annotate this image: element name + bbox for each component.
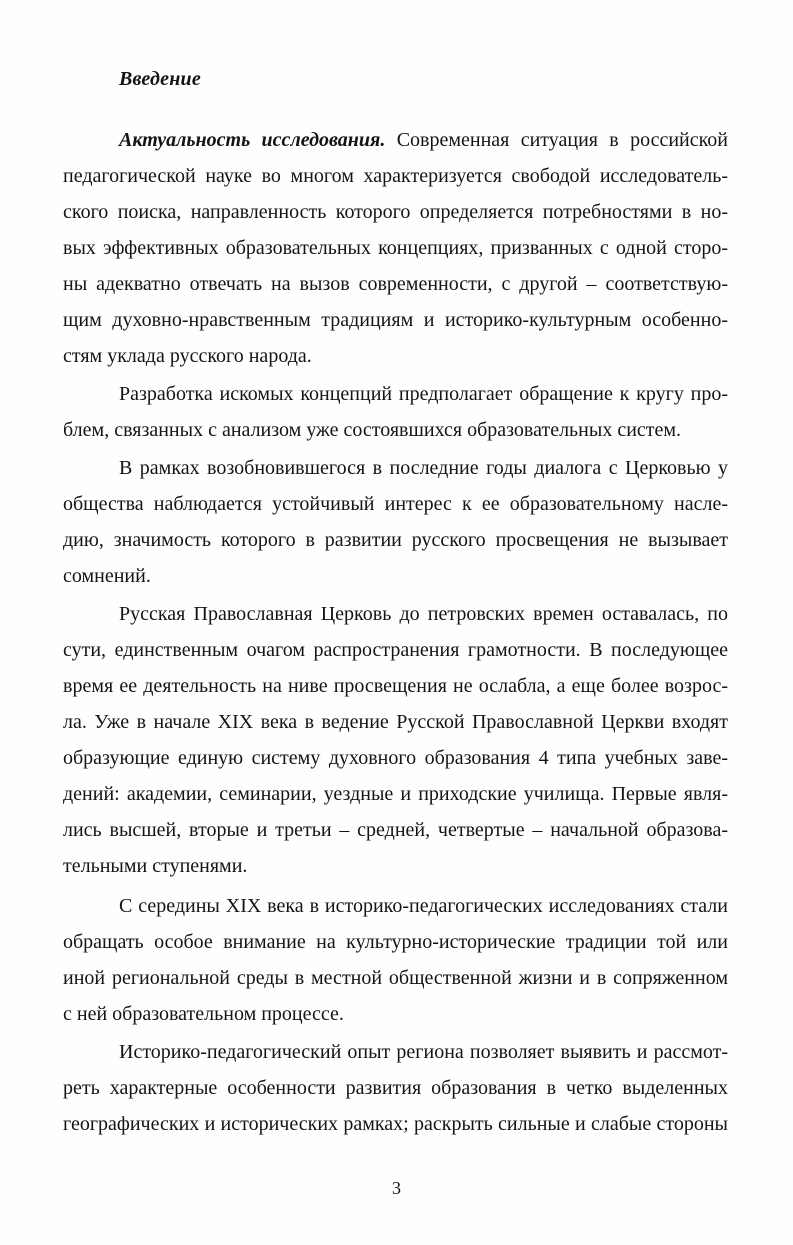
text-line	[119, 128, 728, 152]
line-text: Современная ситуация в российской	[396, 129, 729, 151]
text-line: образующие единую систему духовного образования 4 типа учебных заве-	[63, 747, 728, 769]
text-line: тельными ступенями.	[63, 855, 248, 877]
text-line: Русская Православная Церковь до петровских времен оставалась, по	[119, 603, 728, 625]
text-line: дений: академии, семинарии, уездные и приходские училища. Первые явля-	[63, 783, 728, 805]
text-line: ны адекватно отвечать на вызов современности, с другой – соответствую-	[63, 273, 728, 295]
text-line: общества наблюдается устойчивый интерес к ее образовательному насле-	[63, 493, 728, 515]
text-line: географических и исторических рамках; раскрыть сильные и слабые стороны	[63, 1113, 728, 1135]
text-line: дию, значимость которого в развитии русского просвещения не вызывает	[63, 529, 728, 551]
text-line: блем, связанных с анализом уже состоявшихся образовательных систем.	[63, 419, 682, 441]
text-line: В рамках возобновившегося в последние годы диалога с Церковью у	[119, 457, 728, 479]
text-line: время ее деятельность на ниве просвещения не ослабла, а еще более возрос-	[63, 675, 728, 697]
text-line: педагогической науке во многом характеризуется свободой исследователь-	[63, 165, 728, 187]
text-line: сути, единственным очагом распространения грамотности. В последующее	[63, 639, 728, 661]
text-line: лись высшей, вторые и третьи – средней, четвертые – начальной образова-	[63, 819, 728, 841]
text-line: обращать особое внимание на культурно-исторические традиции той или	[63, 931, 728, 953]
text-line: иной региональной среды в местной общественной жизни и в сопряженном	[63, 967, 728, 989]
text-line: Историко-педагогический опыт региона позволяет выявить и рассмот-	[119, 1041, 728, 1063]
text-line: с ней образовательном процессе.	[63, 1003, 344, 1025]
section-heading: Введение	[119, 68, 201, 90]
text-line: С середины XIX века в историко-педагогических исследованиях стали	[119, 895, 728, 917]
text-line: реть характерные особенности развития образования в четко выделенных	[63, 1077, 728, 1099]
text-line: ла. Уже в начале XIX века в ведение Русской Православной Церкви входят	[63, 711, 728, 733]
lead-phrase: Актуальность исследования.	[119, 129, 386, 151]
page-number: 3	[392, 1178, 401, 1198]
text-line: Разработка искомых концепций предполагает обращение к кругу про-	[119, 383, 728, 405]
text-line: вых эффективных образовательных концепциях, призванных с одной сторо-	[63, 237, 728, 259]
text-line: ского поиска, направленность которого определяется потребностями в но-	[63, 201, 728, 223]
text-line: сомнений.	[63, 565, 151, 587]
text-line: стям уклада русского народа.	[63, 345, 312, 367]
text-line: щим духовно-нравственным традициям и историко-культурным особенно-	[63, 309, 728, 331]
